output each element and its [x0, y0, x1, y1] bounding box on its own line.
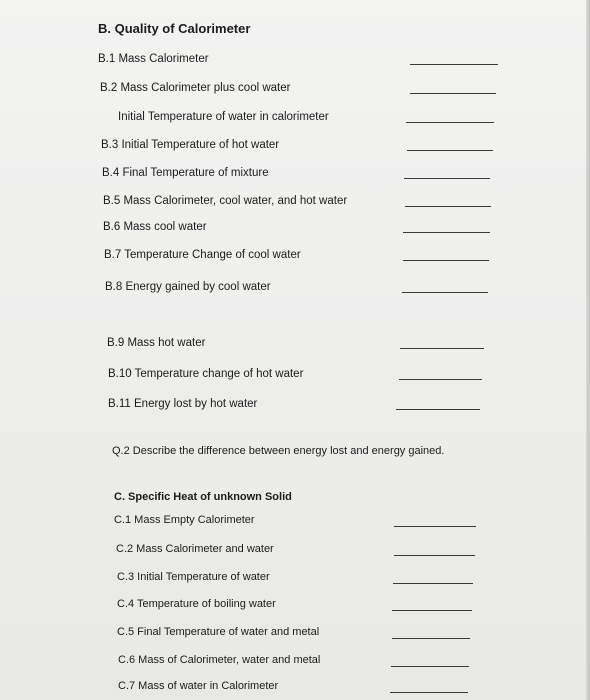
- item-c6-label: C.6 Mass of Calorimeter, water and metal: [118, 654, 321, 666]
- item-b7-label: B.7 Temperature Change of cool water: [104, 249, 301, 261]
- item-b6-answer-line[interactable]: [403, 232, 490, 233]
- item-c5-label: C.5 Final Temperature of water and metal: [117, 626, 320, 638]
- item-b10-label: B.10 Temperature change of hot water: [108, 368, 304, 380]
- item-c2-answer-line[interactable]: [394, 555, 475, 556]
- item-c7-answer-line[interactable]: [390, 692, 468, 693]
- item-c3-label: C.3 Initial Temperature of water: [117, 571, 270, 583]
- item-c4-answer-line[interactable]: [392, 610, 472, 611]
- item-c1-label: C.1 Mass Empty Calorimeter: [114, 514, 255, 526]
- item-c3-answer-line[interactable]: [393, 583, 473, 584]
- item-initial-temp-answer-line[interactable]: [406, 122, 494, 123]
- item-b10-answer-line[interactable]: [399, 379, 482, 380]
- item-c5-answer-line[interactable]: [392, 638, 470, 639]
- item-c1-answer-line[interactable]: [394, 526, 476, 527]
- item-b1-label: B.1 Mass Calorimeter: [98, 53, 209, 65]
- item-c2-label: C.2 Mass Calorimeter and water: [116, 543, 274, 555]
- item-b2-answer-line[interactable]: [410, 93, 496, 94]
- question-2-text: Q.2 Describe the difference between energy lost and energy gained.: [112, 445, 445, 457]
- item-b4-label: B.4 Final Temperature of mixture: [102, 167, 269, 179]
- item-b11-answer-line[interactable]: [396, 409, 480, 410]
- item-b5-label: B.5 Mass Calorimeter, cool water, and hot water: [103, 195, 348, 207]
- item-b6-label: B.6 Mass cool water: [103, 221, 207, 233]
- section-c-title: C. Specific Heat of unknown Solid: [114, 491, 292, 503]
- item-b3-label: B.3 Initial Temperature of hot water: [101, 139, 280, 151]
- item-b8-label: B.8 Energy gained by cool water: [105, 281, 271, 293]
- item-b11-label: B.11 Energy lost by hot water: [108, 398, 258, 410]
- item-b9-label: B.9 Mass hot water: [107, 337, 206, 349]
- item-b2-label: B.2 Mass Calorimeter plus cool water: [100, 82, 291, 94]
- item-c6-answer-line[interactable]: [391, 666, 469, 667]
- item-b3-answer-line[interactable]: [407, 150, 493, 151]
- item-initial-temp-label: Initial Temperature of water in calorimeter: [118, 111, 329, 123]
- item-c7-label: C.7 Mass of water in Calorimeter: [118, 680, 279, 692]
- page-edge-shadow: [586, 0, 590, 700]
- item-b1-answer-line[interactable]: [410, 64, 498, 65]
- item-b7-answer-line[interactable]: [403, 260, 489, 261]
- item-c4-label: C.4 Temperature of boiling water: [117, 598, 276, 610]
- item-b4-answer-line[interactable]: [404, 178, 490, 179]
- item-b9-answer-line[interactable]: [400, 348, 484, 349]
- item-b8-answer-line[interactable]: [402, 292, 488, 293]
- item-b5-answer-line[interactable]: [405, 206, 491, 207]
- section-b-title: B. Quality of Calorimeter: [98, 21, 251, 36]
